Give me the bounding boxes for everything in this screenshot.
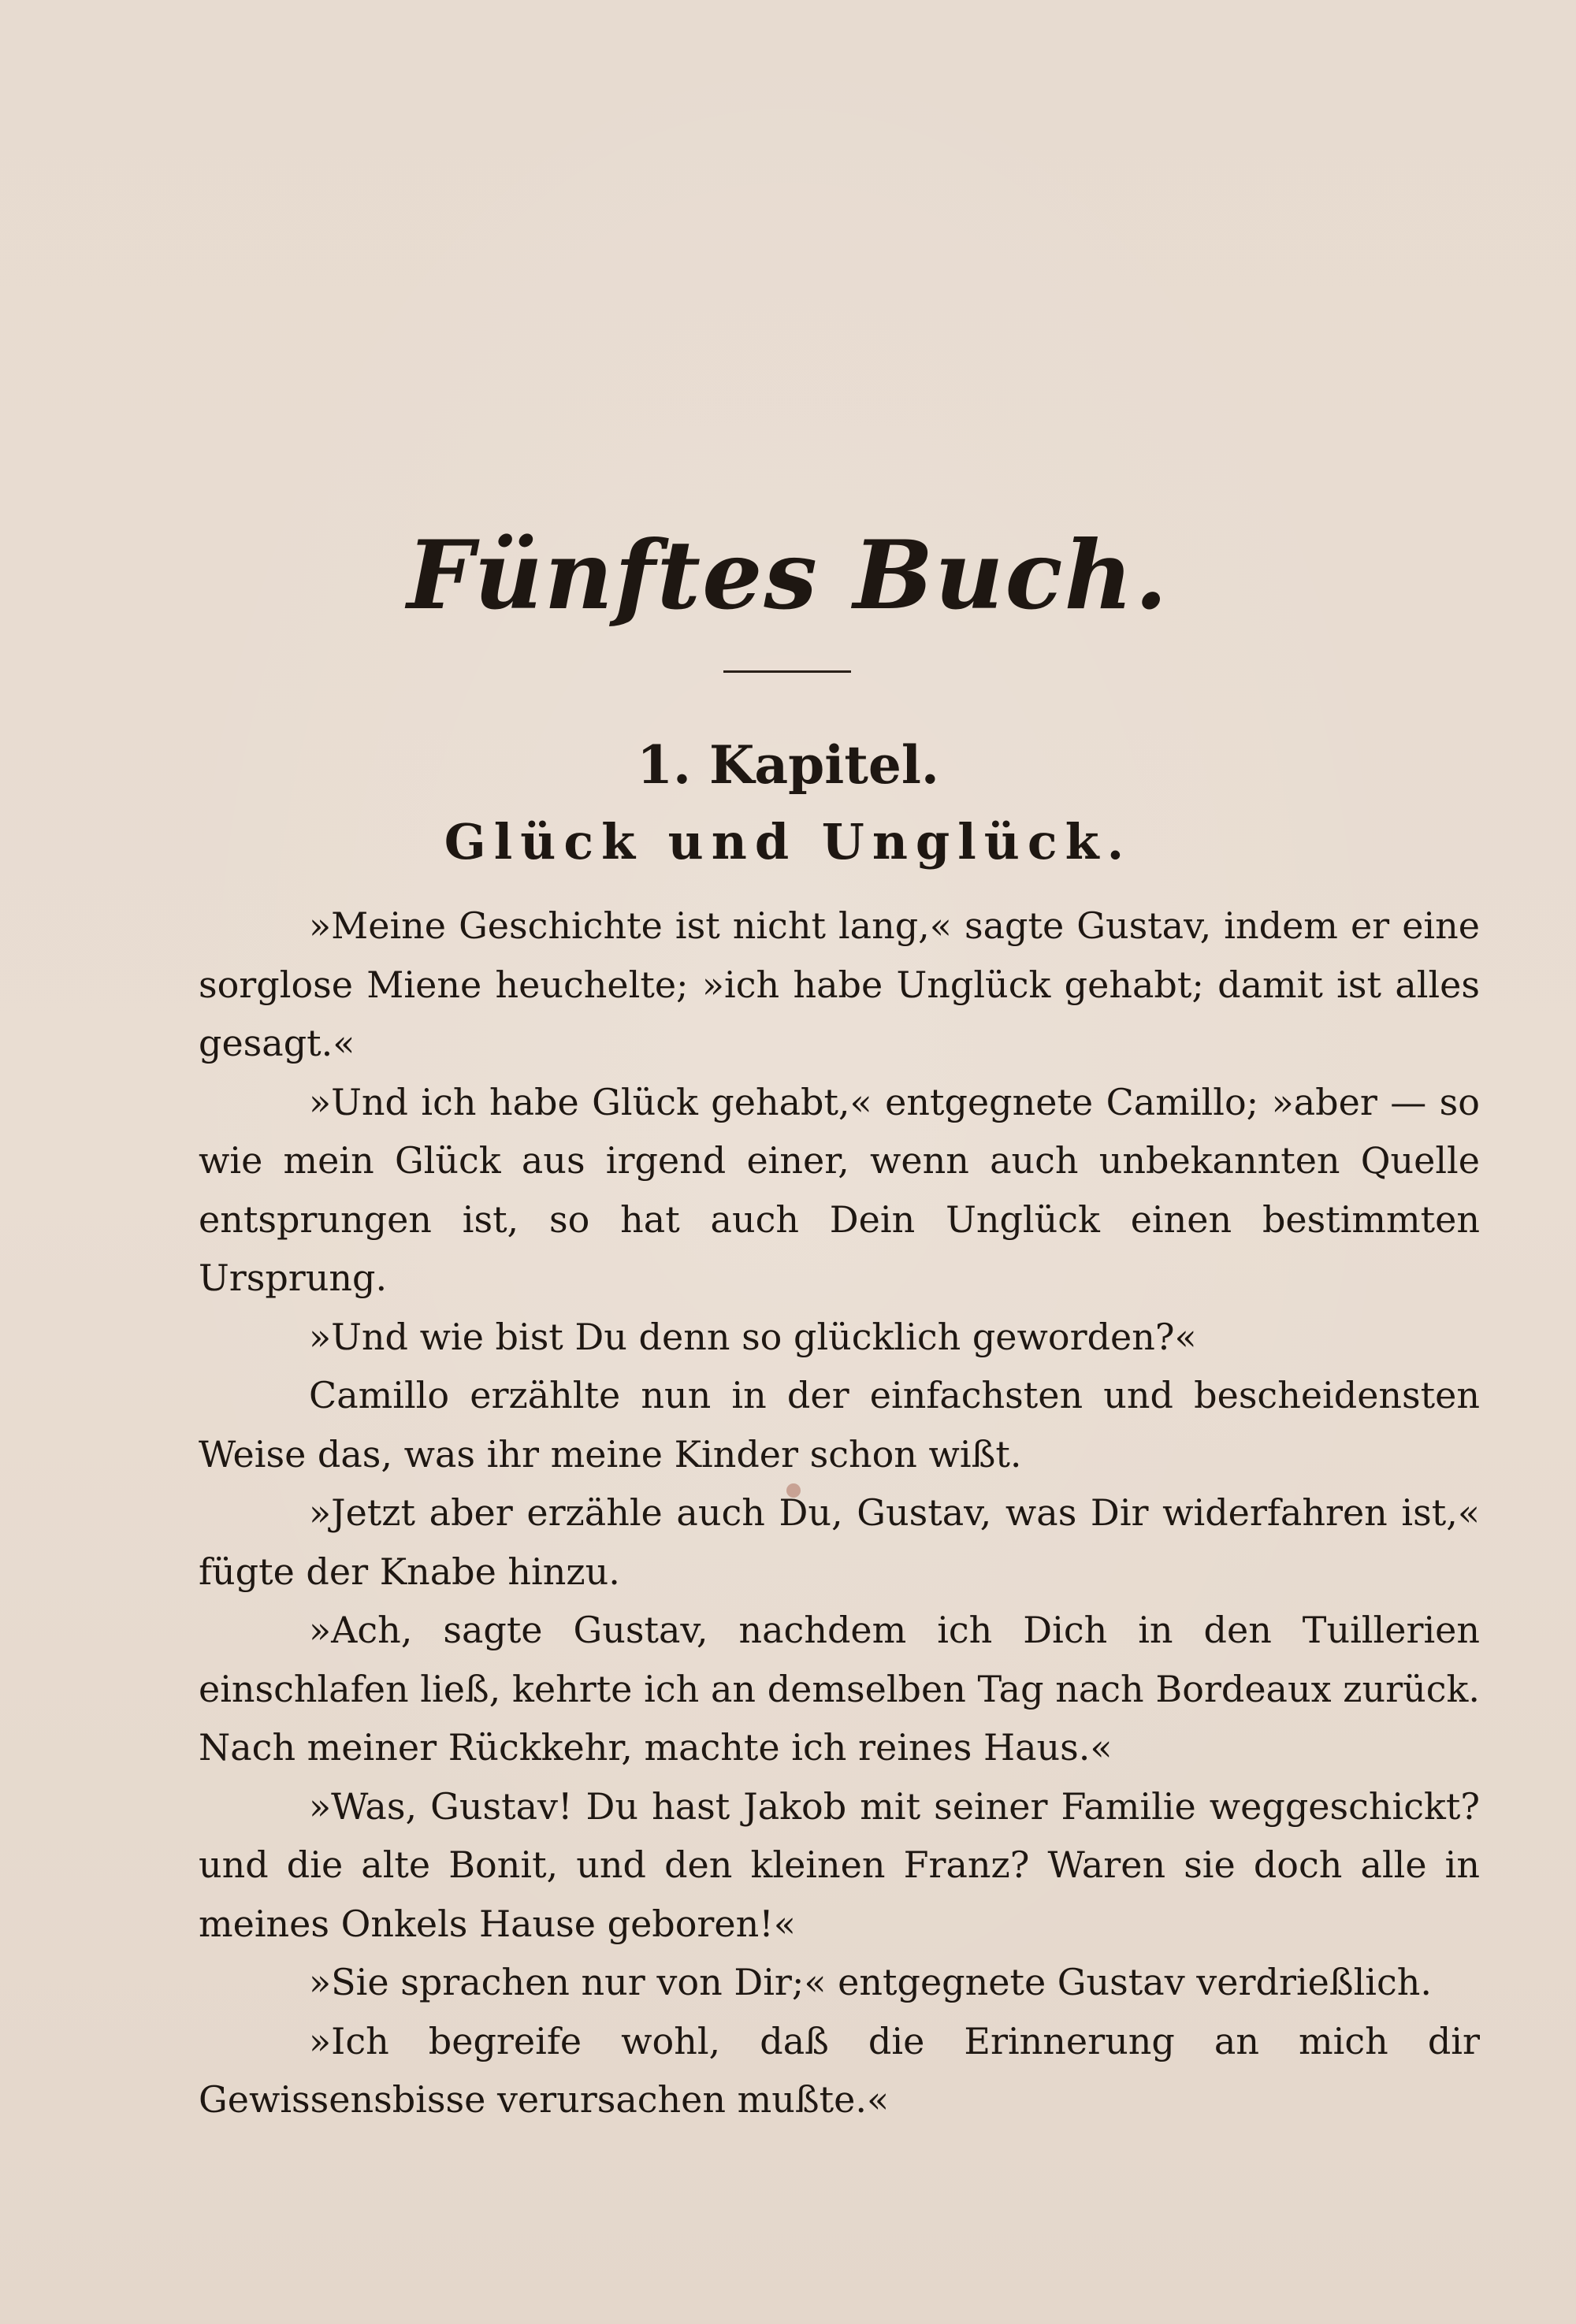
chapter-title: Glück und Unglück. [444, 813, 1132, 871]
paragraph: »Sie sprachen nur von Dir;« entgegnete Gustav verdrießlich. [309, 1961, 1433, 2003]
paragraph: »Was, Gustav! Du hast Jakob mit seiner Familie weggeschickt? und die alte Bonit, und den kleinen Franz? Waren sie doch alle in meines Onkels Hause geboren!« [199, 1784, 1480, 1945]
paragraph: »Ich begreife wohl, daß die Erinnerung an mich dir Gewissensbisse verursachen mußte.« [199, 2019, 1480, 2121]
paragraph: Camillo erzählte nun in der einfachsten und bescheidensten Weise das, was ihr meine Kinder schon wißt. [199, 1374, 1480, 1476]
book-title: Fünftes Buch. [407, 520, 1169, 631]
paper-stain [786, 1483, 801, 1498]
paragraph: »Und wie bist Du denn so glücklich geworden?« [309, 1315, 1197, 1358]
body-text [199, 897, 1480, 2129]
paragraph: »Ach, sagte Gustav, nachdem ich Dich in den Tuillerien einschlafen ließ, kehrte ich an demselben Tag nach Bordeaux zurück. Nach meiner Rückkehr, machte ich reines Haus.« [199, 1609, 1480, 1769]
title-divider [723, 670, 851, 673]
paragraph: »Und ich habe Glück gehabt,« entgegnete Camillo; »aber — so wie mein Glück aus irgend einer, wenn auch unbekannten Quelle entsprungen ist, so hat auch Dein Unglück einen bestimmten Ursprung. [199, 1080, 1480, 1299]
paragraph: »Jetzt aber erzähle auch Du, Gustav, was Dir widerfahren ist,« fügte der Knabe hinzu. [199, 1491, 1480, 1593]
paragraph: »Meine Geschichte ist nicht lang,« sagte Gustav, indem er eine sorglose Miene heuchelte; »ich habe Unglück gehabt; damit ist alles gesagt.« [199, 904, 1480, 1064]
chapter-number: 1. Kapitel. [637, 734, 939, 796]
